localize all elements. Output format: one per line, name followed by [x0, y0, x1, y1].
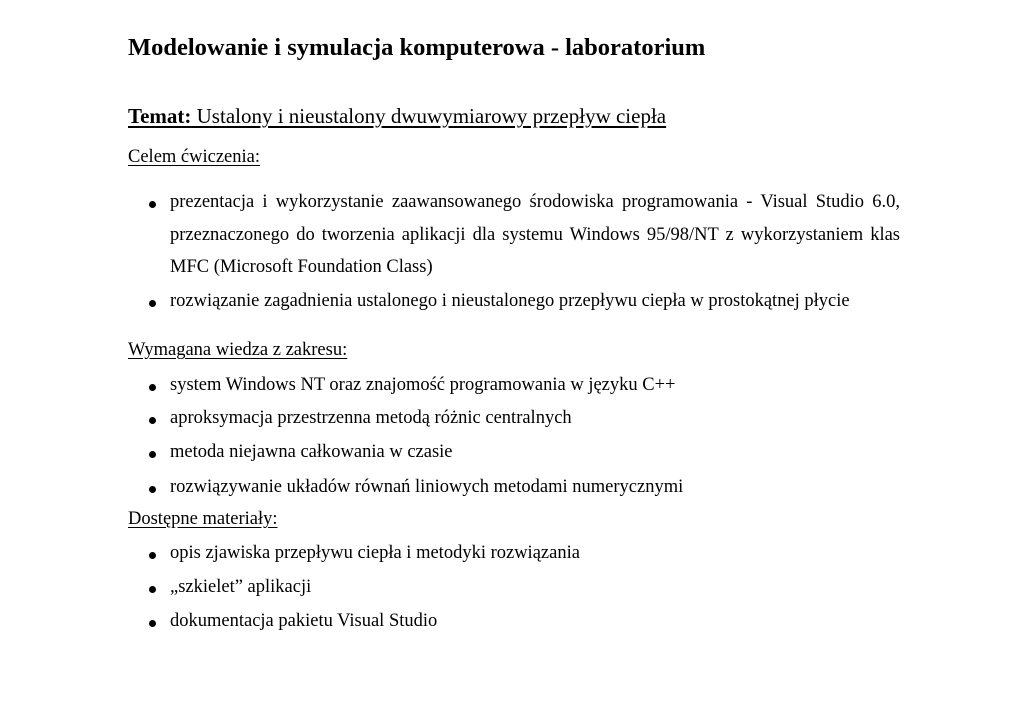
knowledge-heading: Wymagana wiedza z zakresu: [128, 340, 348, 360]
knowledge-item [128, 373, 900, 403]
knowledge-item-text: rozwiązywanie układów równań liniowych metodami numerycznymi [170, 477, 684, 497]
knowledge-item [128, 406, 900, 436]
knowledge-item-text: metoda niejawna całkowania w czasie [170, 442, 453, 462]
topic-label: Temat: [128, 104, 192, 128]
knowledge-item [128, 440, 900, 470]
knowledge-item-text: aproksymacja przestrzenna metodą różnic centralnych [170, 408, 572, 428]
bullet-icon [149, 384, 156, 391]
materials-item [128, 575, 900, 605]
goal-item-text: prezentacja i wykorzystanie zaawansowanego środowiska programowania - Visual Studio 6.0, przeznaczonego do tworzenia aplikacji dla systemu Windows 95/98/NT z wykorzystaniem klas MFC (Microsoft Foundation Class) [170, 192, 900, 277]
materials-item-text: opis zjawiska przepływu ciepła i metodyki rozwiązania [170, 543, 580, 563]
bullet-icon [149, 620, 156, 627]
materials-item-text: „szkielet” aplikacji [170, 577, 312, 597]
bullet-icon [149, 417, 156, 424]
materials-item [128, 541, 900, 571]
materials-item-text: dokumentacja pakietu Visual Studio [170, 611, 438, 631]
topic-line [128, 102, 666, 130]
topic-text: Ustalony i nieustalony dwuwymiarowy przepływ ciepła [191, 104, 667, 128]
bullet-icon [149, 486, 156, 493]
bullet-icon [149, 451, 156, 458]
materials-heading: Dostępne materiały: [128, 509, 278, 529]
goals-heading: Celem ćwiczenia: [128, 147, 261, 167]
document-title: Modelowanie i symulacja komputerowa - laboratorium [128, 34, 706, 61]
bullet-icon [149, 552, 156, 559]
bullet-icon [149, 586, 156, 593]
materials-item [128, 609, 900, 639]
goal-item [128, 289, 900, 319]
bullet-icon [149, 201, 156, 208]
bullet-icon [149, 300, 156, 307]
goal-item-text: rozwiązanie zagadnienia ustalonego i nieustalonego przepływu ciepła w prostokątnej płycie [170, 291, 850, 311]
goal-item [128, 190, 900, 287]
knowledge-item [128, 475, 900, 505]
knowledge-item-text: system Windows NT oraz znajomość programowania w języku C++ [170, 375, 676, 395]
